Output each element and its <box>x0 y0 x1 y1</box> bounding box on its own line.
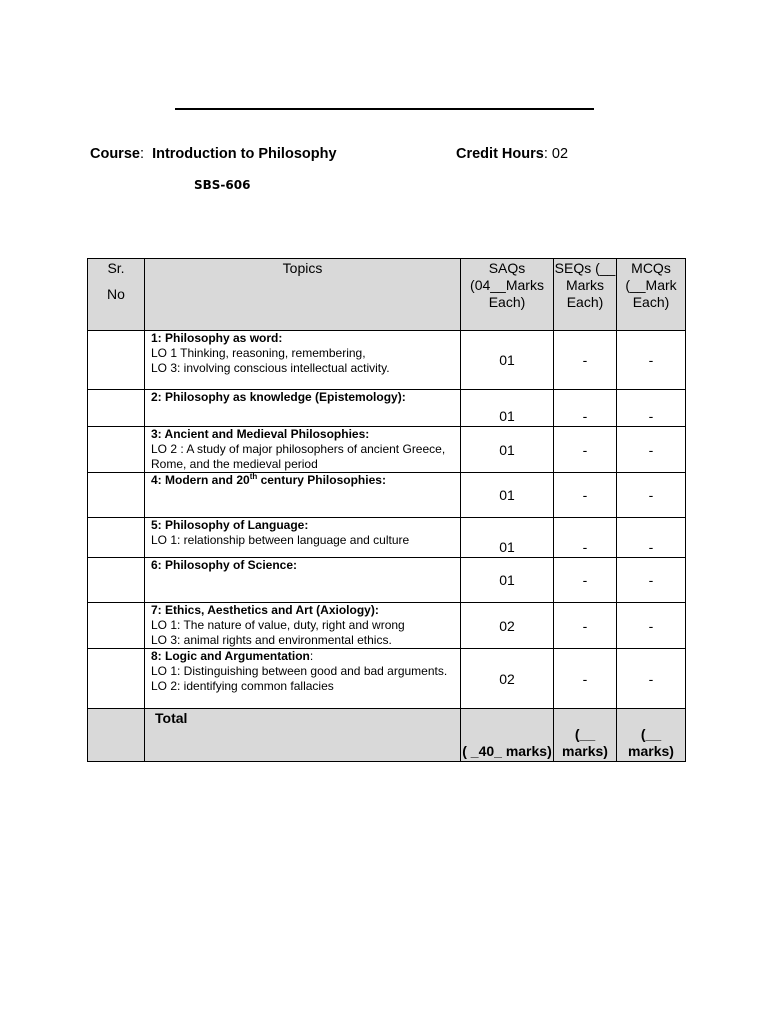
sr-cell <box>88 331 145 390</box>
seq-cell: - <box>554 427 617 473</box>
course-line <box>90 146 337 162</box>
topic-cell <box>145 518 461 558</box>
sr-cell <box>88 558 145 603</box>
saq-cell: 01 <box>461 473 554 518</box>
header-mcqs: MCQs (__Mark Each) <box>617 259 686 331</box>
total-seq: (__ marks) <box>554 709 617 762</box>
course-separator: : <box>139 146 144 162</box>
saq-cell: 02 <box>461 603 554 649</box>
topic-title-pre: 4: Modern and 20 <box>151 473 250 487</box>
header-sr-no <box>88 259 145 331</box>
mcq-cell: - <box>617 427 686 473</box>
sr-cell <box>88 518 145 558</box>
sr-cell <box>88 390 145 427</box>
credit-hours-value: : 02 <box>543 146 569 162</box>
sr-cell <box>88 427 145 473</box>
topic-title-line <box>151 649 454 664</box>
topic-title: 2: Philosophy as knowledge (Epistemology): <box>151 390 406 404</box>
topic-title: 5: Philosophy of Language: <box>151 518 309 532</box>
topic-lo: LO 2: identifying common fallacies <box>151 679 334 693</box>
total-saq: ( _40_ marks) <box>461 709 554 762</box>
total-label: Total <box>145 709 461 762</box>
sr-cell <box>88 649 145 709</box>
saq-cell: 01 <box>461 331 554 390</box>
table-row <box>88 427 686 473</box>
topic-lo: LO 3: animal rights and environmental ethics. <box>151 633 392 647</box>
table-row <box>88 518 686 558</box>
seq-cell: - <box>554 331 617 390</box>
saq-cell: 01 <box>461 390 554 427</box>
topic-lo: LO 1: Distinguishing between good and bad arguments. <box>151 664 448 678</box>
topic-title: 6: Philosophy of Science: <box>151 558 298 572</box>
mcq-cell: - <box>617 331 686 390</box>
mcq-cell: - <box>617 473 686 518</box>
table-row <box>88 603 686 649</box>
mcq-cell: - <box>617 518 686 558</box>
mcq-cell: - <box>617 603 686 649</box>
seq-cell: - <box>554 518 617 558</box>
topic-lo: LO 1 Thinking, reasoning, remembering, <box>151 346 366 360</box>
header-seqs: SEQs (__ Marks Each) <box>554 259 617 331</box>
header-sr-line1: Sr. <box>107 260 125 276</box>
topic-lo: LO 3: involving conscious intellectual activity. <box>151 361 390 375</box>
sr-cell <box>88 473 145 518</box>
course-label: Course <box>90 146 140 162</box>
table-row <box>88 473 686 518</box>
course-code: SBS-606 <box>194 178 251 192</box>
topic-lo: LO 1: relationship between language and culture <box>151 533 410 547</box>
header-saqs: SAQs (04__Marks Each) <box>461 259 554 331</box>
mcq-cell: - <box>617 390 686 427</box>
topic-cell <box>145 427 461 473</box>
mcq-cell: - <box>617 558 686 603</box>
saq-cell: 02 <box>461 649 554 709</box>
saq-cell: 01 <box>461 558 554 603</box>
topic-title-suffix: : <box>309 649 314 663</box>
seq-cell: - <box>554 473 617 518</box>
topic-cell <box>145 603 461 649</box>
saq-cell: 01 <box>461 518 554 558</box>
topic-title: 1: Philosophy as word: <box>151 331 283 345</box>
header-sr-line2: No <box>107 286 125 302</box>
saq-cell: 01 <box>461 427 554 473</box>
table-row <box>88 558 686 603</box>
topic-title-post: century Philosophies: <box>257 473 386 487</box>
course-name: Introduction to Philosophy <box>152 146 337 162</box>
topic-cell <box>145 649 461 709</box>
top-rule <box>175 108 594 110</box>
header-topics: Topics <box>145 259 461 331</box>
topic-cell <box>145 331 461 390</box>
sr-cell <box>88 603 145 649</box>
topic-title-sup: th <box>249 472 258 481</box>
table-row <box>88 390 686 427</box>
topic-cell <box>145 558 461 603</box>
topic-lo: LO 2 : A study of major philosophers of ancient Greece, Rome, and the medieval period <box>151 442 446 471</box>
credit-hours-line <box>456 146 568 162</box>
mcq-cell: - <box>617 649 686 709</box>
table-header-row <box>88 259 686 331</box>
table-row <box>88 331 686 390</box>
topic-title: 7: Ethics, Aesthetics and Art (Axiology): <box>151 603 379 617</box>
seq-cell: - <box>554 649 617 709</box>
topic-title: 3: Ancient and Medieval Philosophies: <box>151 427 370 441</box>
seq-cell: - <box>554 558 617 603</box>
seq-cell: - <box>554 603 617 649</box>
assessment-table <box>87 258 686 762</box>
total-row <box>88 709 686 762</box>
credit-hours-label: Credit Hours <box>456 146 544 162</box>
total-mcq: (__ marks) <box>617 709 686 762</box>
table-row <box>88 649 686 709</box>
topic-title <box>151 473 454 488</box>
topic-lo: LO 1: The nature of value, duty, right and wrong <box>151 618 405 632</box>
sr-cell <box>88 709 145 762</box>
topic-cell <box>145 390 461 427</box>
topic-title: 8: Logic and Argumentation <box>151 649 310 663</box>
topic-cell <box>145 473 461 518</box>
seq-cell: - <box>554 390 617 427</box>
